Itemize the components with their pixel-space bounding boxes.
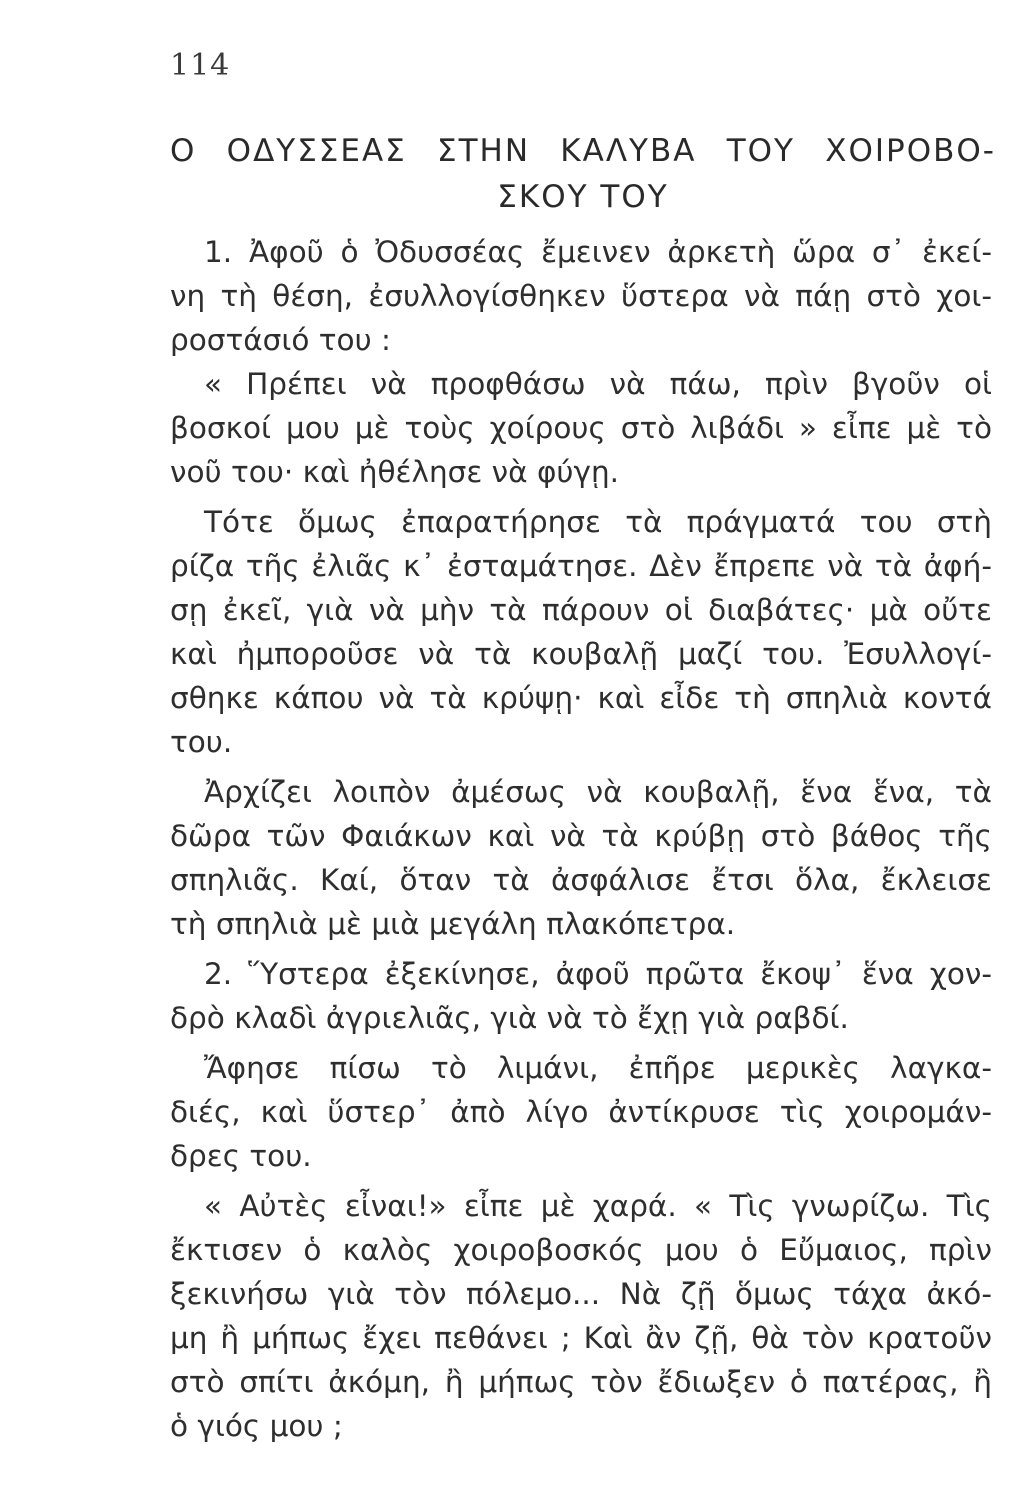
text-line: νοῦ του· καὶ ἠθέλησε νὰ φύγῃ. <box>170 455 620 489</box>
text-line: 2. Ὕστερα ἐξεκίνησε, ἀφοῦ πρῶτα ἔκοψ᾽ ἕνα χον- <box>204 957 992 991</box>
body-text <box>170 230 992 1448</box>
text-line: Ἀρχίζει λοιπὸν ἀμέσως νὰ κουβαλῇ, ἕνα ἕνα, τὰ <box>204 775 992 809</box>
text-line: σῃ ἐκεῖ, γιὰ νὰ μὴν τὰ πάρουν οἱ διαβάτες· μὰ οὔτε <box>170 593 992 627</box>
text-line: βοσκοί μου μὲ τοὺς χοίρους στὸ λιβάδι » εἶπε μὲ τὸ <box>170 411 992 445</box>
text-line: 1. Ἀφοῦ ὁ Ὀδυσσέας ἔμεινεν ἀρκετὴ ὥρα σ᾽ ἐκεί- <box>204 235 992 269</box>
text-line: νη τὴ θέση, ἐσυλλογίσθηκεν ὕστερα νὰ πάῃ στὸ χοι- <box>170 279 992 313</box>
text-line: στὸ σπίτι ἀκόμη, ἢ μήπως τὸν ἔδιωξεν ὁ πατέρας, ἢ <box>170 1365 992 1399</box>
page-number: 114 <box>170 48 231 83</box>
text-line: σθηκε κάπου νὰ τὰ κρύψῃ· καὶ εἶδε τὴ σπηλιὰ κοντά <box>170 681 992 715</box>
text-line: Τότε ὅμως ἐπαρατήρησε τὰ πράγματά του στὴ <box>204 505 992 539</box>
text-line: του. <box>170 725 233 759</box>
text-line: δρες του. <box>170 1139 312 1173</box>
text-line: « Πρέπει νὰ προφθάσω νὰ πάω, πρὶν βγοῦν οἱ <box>204 367 992 401</box>
text-line: διές, καὶ ὕστερ᾽ ἀπὸ λίγο ἀντίκρυσε τὶς χοιρομάν- <box>170 1095 992 1129</box>
chapter-title-line-2: ΣΚΟΥ ΤΟΥ <box>497 179 669 215</box>
text-line: ὁ γιός μου ; <box>170 1409 343 1443</box>
text-line: ξεκινήσω γιὰ τὸν πόλεμο... Νὰ ζῇ ὅμως τάχα ἀκό- <box>170 1277 992 1311</box>
text-line: καὶ ἠμποροῦσε νὰ τὰ κουβαλῇ μαζί του. Ἐσυλλογί- <box>170 637 992 671</box>
text-line: δρὸ κλαδὶ ἀγριελιᾶς, γιὰ νὰ τὸ ἔχῃ γιὰ ραβδί. <box>170 1001 849 1035</box>
text-line: μη ἢ μήπως ἔχει πεθάνει ; Καὶ ἂν ζῇ, θὰ τὸν κρατοῦν <box>170 1321 992 1355</box>
text-line: Ἄφησε πίσω τὸ λιμάνι, ἐπῆρε μερικὲς λαγκα- <box>204 1051 992 1085</box>
text-line: ροστάσιό του : <box>170 323 391 357</box>
text-line: « Αὐτὲς εἶναι!» εἶπε μὲ χαρά. « Τὶς γνωρίζω. Τὶς <box>204 1189 992 1223</box>
text-line: σπηλιᾶς. Καί, ὅταν τὰ ἀσφάλισε ἔτσι ὅλα, ἔκλεισε <box>170 863 992 897</box>
chapter-title-line-1: Ο ΟΔΥΣΣΕΑΣ ΣΤΗΝ ΚΑΛΥΒΑ ΤΟΥ ΧΟΙΡΟΒΟ- <box>170 133 996 169</box>
text-line: δῶρα τῶν Φαιάκων καὶ νὰ τὰ κρύβῃ στὸ βάθος τῆς <box>170 819 992 853</box>
text-line: ρίζα τῆς ἐλιᾶς κ᾽ ἐσταμάτησε. Δὲν ἔπρεπε νὰ τὰ ἀφή- <box>170 549 992 583</box>
text-line: ἔκτισεν ὁ καλὸς χοιροβοσκός μου ὁ Εὔμαιος, πρὶν <box>170 1233 992 1267</box>
text-line: τὴ σπηλιὰ μὲ μιὰ μεγάλη πλακόπετρα. <box>170 907 736 941</box>
chapter-title <box>170 128 996 220</box>
